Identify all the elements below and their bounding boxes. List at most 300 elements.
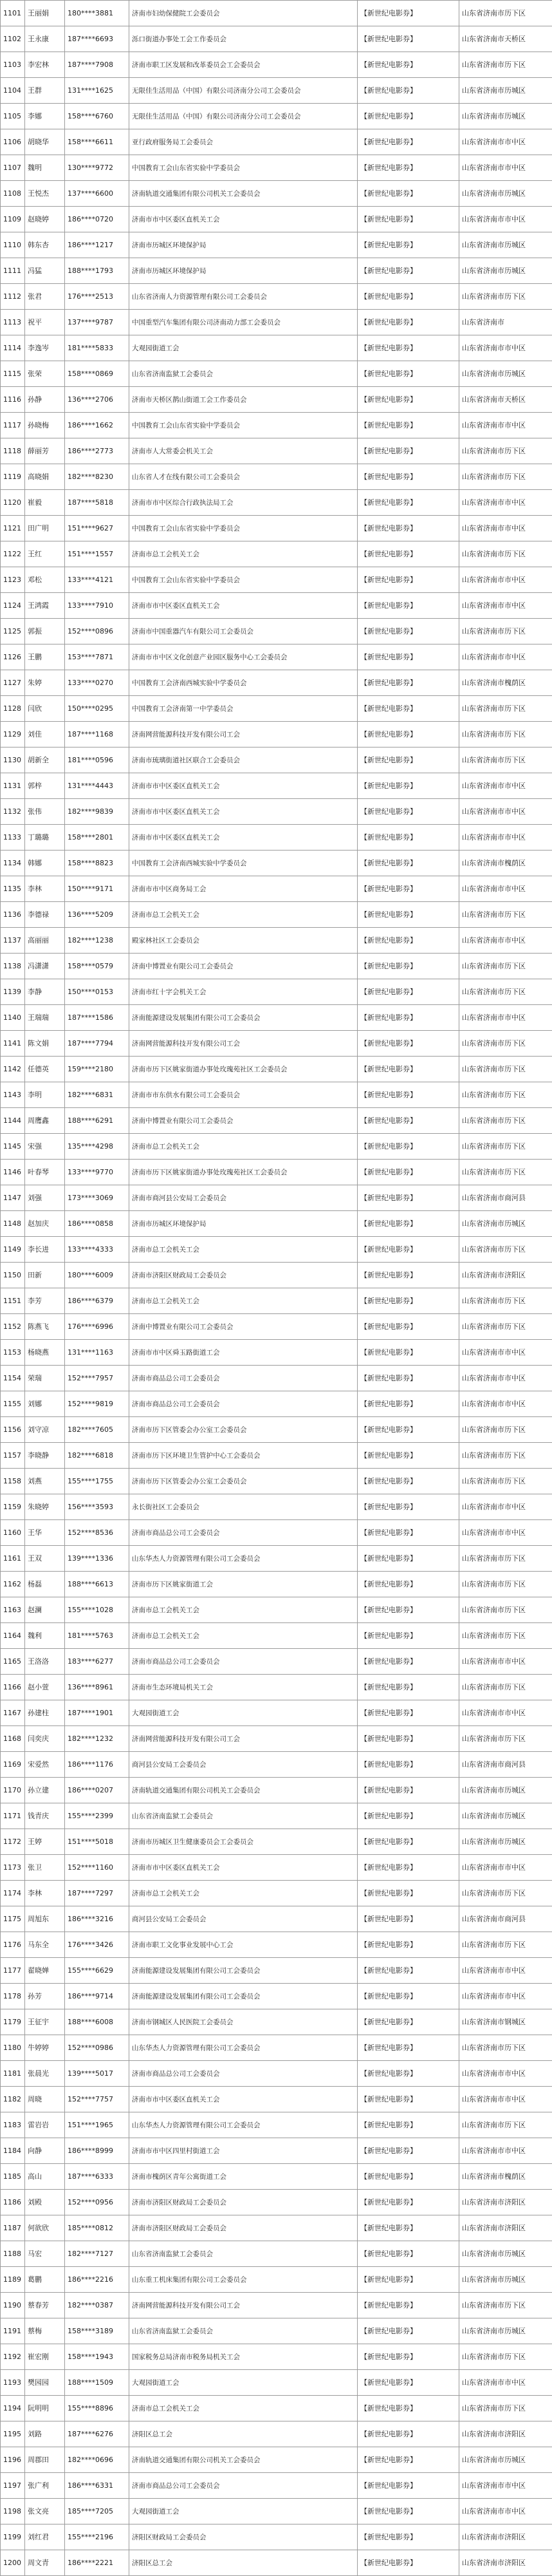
region: 山东省济南市济阳区 [459, 2215, 552, 2241]
row-number: 1184 [1, 2138, 25, 2164]
organization: 山东省济南监狱工会委员会 [129, 361, 358, 387]
organization: 济南市济阳区财政局工会委员会 [129, 2190, 358, 2215]
region: 山东省济南市市中区 [459, 1494, 552, 1520]
region: 山东省济南市市中区 [459, 1649, 552, 1675]
table-row [1, 1778, 552, 1803]
organization: 商河县公安局工会委员会 [129, 1906, 358, 1932]
winner-name: 周文青 [25, 2550, 65, 2576]
organization: 中国重型汽车集团有限公司济南动力部工会委员会 [129, 310, 358, 335]
table-row [1, 464, 552, 490]
row-number: 1200 [1, 2550, 25, 2576]
region: 山东省济南市市中区 [459, 1340, 552, 1366]
organization: 山东省人才在线有限公司工会委员会 [129, 464, 358, 490]
phone-number: 187****7908 [65, 52, 129, 78]
organization: 亚行政府服务局工会委员会 [129, 129, 358, 155]
region: 山东省济南市市中区 [459, 155, 552, 181]
prize: 【新世纪电影券】 [358, 490, 459, 516]
region: 山东省济南市市中区 [459, 2370, 552, 2396]
prize: 【新世纪电影券】 [358, 2370, 459, 2396]
winner-name: 崔宏刚 [25, 2344, 65, 2370]
phone-number: 152****7757 [65, 2087, 129, 2112]
phone-number: 136****2706 [65, 387, 129, 413]
region: 山东省济南市济阳区 [459, 2190, 552, 2215]
organization: 济南市历下区姚家街道办事处玫瑰苑社区工会委员会 [129, 1160, 358, 1185]
winner-name: 王鸿霞 [25, 593, 65, 619]
region: 山东省济南市历城区 [459, 1778, 552, 1803]
organization: 中国教育工会山东省实验中学委员会 [129, 413, 358, 438]
region: 山东省济南市历下区 [459, 1469, 552, 1494]
winner-name: 周旭东 [25, 1906, 65, 1932]
table-row [1, 1649, 552, 1675]
row-number: 1161 [1, 1546, 25, 1572]
winner-name: 朱晓婷 [25, 1494, 65, 1520]
organization: 济南市济阳区财政局工会委员会 [129, 2215, 358, 2241]
row-number: 1115 [1, 361, 25, 387]
table-row [1, 1314, 552, 1340]
phone-number: 136****8961 [65, 1675, 129, 1700]
prize: 【新世纪电影券】 [358, 1829, 459, 1855]
phone-number: 159****2180 [65, 1057, 129, 1082]
phone-number: 187****6693 [65, 26, 129, 52]
winner-name: 丁璐璐 [25, 825, 65, 851]
winner-name: 樊园园 [25, 2370, 65, 2396]
organization: 济南轨道交通集团有限公司机关工会委员会 [129, 1778, 358, 1803]
prize: 【新世纪电影券】 [358, 1649, 459, 1675]
prize: 【新世纪电影券】 [358, 851, 459, 876]
organization: 济南市历下区环境卫生管护中心工会委员会 [129, 1443, 358, 1469]
phone-number: 152****8536 [65, 1520, 129, 1546]
organization: 济南市人大常委会机关工会 [129, 438, 358, 464]
winner-name: 王瑞瑞 [25, 1005, 65, 1031]
row-number: 1111 [1, 258, 25, 284]
winner-name: 孙静 [25, 387, 65, 413]
phone-number: 176****6996 [65, 1314, 129, 1340]
winner-name: 张伟 [25, 799, 65, 825]
table-row [1, 1057, 552, 1082]
organization: 济南市商品总公司工会委员会 [129, 1520, 358, 1546]
table-row [1, 747, 552, 773]
winner-name: 张卫 [25, 1855, 65, 1881]
organization: 济南市妇幼保健院工会委员会 [129, 1, 358, 26]
region: 山东省济南市历下区 [459, 2112, 552, 2138]
region: 山东省济南市历下区 [459, 1108, 552, 1134]
region: 山东省济南市市中区 [459, 799, 552, 825]
region: 山东省济南市市中区 [459, 1984, 552, 2009]
table-row [1, 1237, 552, 1263]
winner-name: 荣瑞 [25, 1366, 65, 1391]
row-number: 1162 [1, 1572, 25, 1597]
phone-number: 186****9714 [65, 1984, 129, 2009]
organization: 济南市总工会机关工会 [129, 1237, 358, 1263]
organization: 济南市职工文化事业发展中心工会 [129, 1932, 358, 1958]
region: 山东省济南市天桥区 [459, 26, 552, 52]
region: 山东省济南市历下区 [459, 902, 552, 928]
prize: 【新世纪电影券】 [358, 78, 459, 104]
organization: 大观园街道工会 [129, 2499, 358, 2524]
organization: 济南市总工会机关工会 [129, 2396, 358, 2421]
organization: 济南网营能源科技开发有限公司工会 [129, 722, 358, 747]
phone-number: 156****3593 [65, 1494, 129, 1520]
organization: 商河县公安局工会委员会 [129, 1752, 358, 1778]
winner-name: 胡新全 [25, 747, 65, 773]
row-number: 1172 [1, 1829, 25, 1855]
prize: 【新世纪电影券】 [358, 310, 459, 335]
region: 山东省济南市历城区 [459, 1829, 552, 1855]
organization: 济南市商品总公司工会委员会 [129, 1366, 358, 1391]
table-row [1, 1391, 552, 1417]
region: 山东省济南市槐荫区 [459, 851, 552, 876]
winner-name: 冯潇潇 [25, 954, 65, 979]
winner-name: 张广利 [25, 2473, 65, 2499]
region: 山东省济南市市中区 [459, 516, 552, 541]
winner-name: 郭梓 [25, 773, 65, 799]
table-row [1, 954, 552, 979]
phone-number: 150****9171 [65, 876, 129, 902]
phone-number: 135****4298 [65, 1134, 129, 1160]
prize: 【新世纪电影券】 [358, 335, 459, 361]
winner-name: 李静 [25, 979, 65, 1005]
row-number: 1108 [1, 181, 25, 207]
table-row [1, 104, 552, 129]
prize: 【新世纪电影券】 [358, 1700, 459, 1726]
row-number: 1142 [1, 1057, 25, 1082]
phone-number: 182****6818 [65, 1443, 129, 1469]
winner-name: 张君 [25, 284, 65, 310]
winner-name: 刘殿 [25, 2190, 65, 2215]
winner-name: 郭振 [25, 619, 65, 644]
prize: 【新世纪电影券】 [358, 722, 459, 747]
organization: 济阳区总工会 [129, 2421, 358, 2447]
row-number: 1101 [1, 1, 25, 26]
organization: 山东华杰人力资源管理有限公司工会委员会 [129, 1546, 358, 1572]
organization: 山东重工机床集团有限公司工会委员会 [129, 2267, 358, 2293]
table-row [1, 2318, 552, 2344]
row-number: 1138 [1, 954, 25, 979]
table-row [1, 1958, 552, 1984]
region: 山东省济南市历下区 [459, 1160, 552, 1185]
winner-name: 宋强 [25, 1134, 65, 1160]
prize: 【新世纪电影券】 [358, 670, 459, 696]
row-number: 1170 [1, 1778, 25, 1803]
table-row [1, 2499, 552, 2524]
organization: 济南市职工区发展和改革委员会工会委员会 [129, 52, 358, 78]
phone-number: 152****0956 [65, 2190, 129, 2215]
prize: 【新世纪电影券】 [358, 413, 459, 438]
row-number: 1145 [1, 1134, 25, 1160]
region: 山东省济南市市中区 [459, 928, 552, 954]
table-row [1, 207, 552, 232]
row-number: 1158 [1, 1469, 25, 1494]
phone-number: 136****5209 [65, 902, 129, 928]
table-row [1, 2370, 552, 2396]
table-row [1, 2009, 552, 2035]
row-number: 1191 [1, 2318, 25, 2344]
winner-name: 孙建柱 [25, 1700, 65, 1726]
winner-name: 赵晓婷 [25, 207, 65, 232]
table-row [1, 696, 552, 722]
prize: 【新世纪电影券】 [358, 2241, 459, 2267]
phone-number: 133****0270 [65, 670, 129, 696]
table-row [1, 1906, 552, 1932]
prize: 【新世纪电影券】 [358, 2499, 459, 2524]
row-number: 1130 [1, 747, 25, 773]
prize: 【新世纪电影券】 [358, 258, 459, 284]
prize: 【新世纪电影券】 [358, 799, 459, 825]
winner-name: 王华 [25, 1520, 65, 1546]
organization: 济南市济阳区财政局工会委员会 [129, 1263, 358, 1288]
winner-name: 魏利 [25, 1623, 65, 1649]
prize: 【新世纪电影券】 [358, 825, 459, 851]
organization: 济南市市中区委区直机关工会 [129, 1855, 358, 1881]
phone-number: 186****6331 [65, 2473, 129, 2499]
prize: 【新世纪电影券】 [358, 2396, 459, 2421]
phone-number: 158****0579 [65, 954, 129, 979]
winner-name: 阮明明 [25, 2396, 65, 2421]
phone-number: 133****7910 [65, 593, 129, 619]
prize: 【新世纪电影券】 [358, 1031, 459, 1057]
table-row [1, 361, 552, 387]
organization: 济南市商品总公司工会委员会 [129, 1649, 358, 1675]
organization: 中国教育工会济南第一中学委员会 [129, 696, 358, 722]
organization: 济南市红十字会机关工会 [129, 979, 358, 1005]
table-row [1, 644, 552, 670]
region: 山东省济南市历城区 [459, 1803, 552, 1829]
prize: 【新世纪电影券】 [358, 1469, 459, 1494]
table-row [1, 593, 552, 619]
region: 山东省济南市历城区 [459, 2447, 552, 2473]
organization: 山东省济南监狱工会委员会 [129, 2241, 358, 2267]
phone-number: 152****9819 [65, 1391, 129, 1417]
prize: 【新世纪电影券】 [358, 26, 459, 52]
winner-name: 祝平 [25, 310, 65, 335]
table-row [1, 1494, 552, 1520]
table-row [1, 284, 552, 310]
row-number: 1194 [1, 2396, 25, 2421]
organization: 济南市市中区委区直机关工会 [129, 2087, 358, 2112]
winner-name: 孙芳 [25, 1984, 65, 2009]
table-row [1, 335, 552, 361]
winner-name: 赵加庆 [25, 1211, 65, 1237]
winner-name: 马东全 [25, 1932, 65, 1958]
phone-number: 131****4443 [65, 773, 129, 799]
prize: 【新世纪电影券】 [358, 696, 459, 722]
table-row [1, 2138, 552, 2164]
region: 山东省济南市市中区 [459, 644, 552, 670]
phone-number: 187****1586 [65, 1005, 129, 1031]
row-number: 1163 [1, 1597, 25, 1623]
table-row [1, 1623, 552, 1649]
prize: 【新世纪电影券】 [358, 1906, 459, 1932]
winner-name: 王洛洛 [25, 1649, 65, 1675]
winner-name: 陈燕飞 [25, 1314, 65, 1340]
phone-number: 155****1755 [65, 1469, 129, 1494]
table-row [1, 2396, 552, 2421]
winner-name: 周晓 [25, 2087, 65, 2112]
prize: 【新世纪电影券】 [358, 1366, 459, 1391]
prize: 【新世纪电影券】 [358, 155, 459, 181]
region: 山东省济南市商河县 [459, 1752, 552, 1778]
phone-number: 158****3189 [65, 2318, 129, 2344]
region: 山东省济南市市中区 [459, 413, 552, 438]
winner-name: 周郡田 [25, 2447, 65, 2473]
phone-number: 185****7205 [65, 2499, 129, 2524]
organization: 济南市总工会机关工会 [129, 1623, 358, 1649]
region: 山东省济南市历下区 [459, 1675, 552, 1700]
organization: 济南市商品总公司工会委员会 [129, 2473, 358, 2499]
prize: 【新世纪电影券】 [358, 2035, 459, 2061]
winner-name: 李长进 [25, 1237, 65, 1263]
table-row [1, 2164, 552, 2190]
table-row [1, 1932, 552, 1958]
region: 山东省济南市市中区 [459, 1366, 552, 1391]
organization: 山东华杰人力资源管理有限公司工会委员会 [129, 2035, 358, 2061]
prize: 【新世纪电影券】 [358, 129, 459, 155]
region: 山东省济南市历城区 [459, 78, 552, 104]
row-number: 1153 [1, 1340, 25, 1366]
table-row [1, 438, 552, 464]
phone-number: 151****1965 [65, 2112, 129, 2138]
winner-name: 杨磊 [25, 1572, 65, 1597]
prize: 【新世纪电影券】 [358, 1778, 459, 1803]
row-number: 1177 [1, 1958, 25, 1984]
organization: 济南市历下区姚家街道工会 [129, 1572, 358, 1597]
table-row [1, 2293, 552, 2318]
prize: 【新世纪电影券】 [358, 104, 459, 129]
row-number: 1143 [1, 1082, 25, 1108]
region: 山东省济南市历下区 [459, 284, 552, 310]
phone-number: 186****1662 [65, 413, 129, 438]
row-number: 1129 [1, 722, 25, 747]
table-row [1, 1829, 552, 1855]
table-row [1, 2447, 552, 2473]
row-number: 1199 [1, 2524, 25, 2550]
winner-name: 任德英 [25, 1057, 65, 1082]
organization: 济南市中国重器汽车有限公司工会委员会 [129, 619, 358, 644]
region: 山东省济南市钢城区 [459, 2009, 552, 2035]
table-row [1, 232, 552, 258]
region: 山东省济南市市中区 [459, 490, 552, 516]
winner-name: 冯猛 [25, 258, 65, 284]
phone-number: 186****8999 [65, 2138, 129, 2164]
organization: 中国教育工会山东省实验中学委员会 [129, 567, 358, 593]
row-number: 1107 [1, 155, 25, 181]
organization: 济南市历城区环境保护局 [129, 1211, 358, 1237]
phone-number: 155****6629 [65, 1958, 129, 1984]
prize: 【新世纪电影券】 [358, 1546, 459, 1572]
prize: 【新世纪电影券】 [358, 1572, 459, 1597]
region: 山东省济南市 [459, 310, 552, 335]
row-number: 1165 [1, 1649, 25, 1675]
prize: 【新世纪电影券】 [358, 207, 459, 232]
prize: 【新世纪电影券】 [358, 619, 459, 644]
organization: 济南市历城区环境保护局 [129, 258, 358, 284]
table-row [1, 1134, 552, 1160]
prize: 【新世纪电影券】 [358, 876, 459, 902]
organization: 济南市市中区委区直机关工会 [129, 799, 358, 825]
row-number: 1124 [1, 593, 25, 619]
prize: 【新世纪电影券】 [358, 928, 459, 954]
organization: 济南市市中区委区直机关工会 [129, 207, 358, 232]
region: 山东省济南市市中区 [459, 1520, 552, 1546]
prize: 【新世纪电影券】 [358, 1675, 459, 1700]
winner-name: 韩东杏 [25, 232, 65, 258]
region: 山东省济南市历城区 [459, 232, 552, 258]
winner-name: 闫欣 [25, 696, 65, 722]
winner-name: 钱青庆 [25, 1803, 65, 1829]
region: 山东省济南市市中区 [459, 567, 552, 593]
winner-name: 孙立建 [25, 1778, 65, 1803]
region: 山东省济南市市中区 [459, 335, 552, 361]
phone-number: 183****6277 [65, 1649, 129, 1675]
region: 山东省济南市市中区 [459, 876, 552, 902]
prize: 【新世纪电影券】 [358, 2215, 459, 2241]
table-row [1, 516, 552, 541]
table-row [1, 310, 552, 335]
organization: 济南市槐荫区青年公寓街道工会 [129, 2164, 358, 2190]
region: 山东省济南市天桥区 [459, 387, 552, 413]
table-row [1, 1726, 552, 1752]
prize: 【新世纪电影券】 [358, 1005, 459, 1031]
organization: 济南市总工会机关工会 [129, 1288, 358, 1314]
organization: 无限佳生活用品（中国）有限公司济南分公司工会委员会 [129, 104, 358, 129]
region: 山东省济南市市中区 [459, 2473, 552, 2499]
table-row [1, 979, 552, 1005]
winner-name: 李逸岑 [25, 335, 65, 361]
prize: 【新世纪电影券】 [358, 1520, 459, 1546]
region: 山东省济南市市中区 [459, 2061, 552, 2087]
row-number: 1144 [1, 1108, 25, 1134]
table-row [1, 1597, 552, 1623]
table-row [1, 876, 552, 902]
row-number: 1102 [1, 26, 25, 52]
region: 山东省济南市市中区 [459, 1005, 552, 1031]
table-row [1, 2524, 552, 2550]
table-row [1, 1108, 552, 1134]
organization: 济南市历下区管委会办公室工会委员会 [129, 1469, 358, 1494]
winner-name: 翟晓婵 [25, 1958, 65, 1984]
organization: 大观园街道工会 [129, 2370, 358, 2396]
organization: 山东省济南监狱工会委员会 [129, 1803, 358, 1829]
table-row [1, 26, 552, 52]
region: 山东省济南市历下区 [459, 2396, 552, 2421]
region: 山东省济南市市中区 [459, 773, 552, 799]
table-row [1, 1675, 552, 1700]
winner-name: 王永康 [25, 26, 65, 52]
table-row [1, 902, 552, 928]
prize: 【新世纪电影券】 [358, 516, 459, 541]
phone-number: 181****0596 [65, 747, 129, 773]
prize: 【新世纪电影券】 [358, 1803, 459, 1829]
prize: 【新世纪电影券】 [358, 2524, 459, 2550]
region: 山东省济南市历下区 [459, 1, 552, 26]
organization: 济南中博置业有限公司工会委员会 [129, 1108, 358, 1134]
prize: 【新世纪电影券】 [358, 1391, 459, 1417]
table-row [1, 1263, 552, 1288]
winner-name: 韩娜 [25, 851, 65, 876]
region: 山东省济南市历下区 [459, 438, 552, 464]
organization: 济南市总工会机关工会 [129, 541, 358, 567]
table-row [1, 1443, 552, 1469]
table-row [1, 1340, 552, 1366]
table-row [1, 2550, 552, 2576]
prize: 【新世纪电影券】 [358, 2112, 459, 2138]
prize: 【新世纪电影券】 [358, 541, 459, 567]
organization: 济南市商品总公司工会委员会 [129, 2061, 358, 2087]
winner-name: 孙晓梅 [25, 413, 65, 438]
table-row [1, 2344, 552, 2370]
phone-number: 176****3426 [65, 1932, 129, 1958]
region: 山东省济南市历下区 [459, 52, 552, 78]
